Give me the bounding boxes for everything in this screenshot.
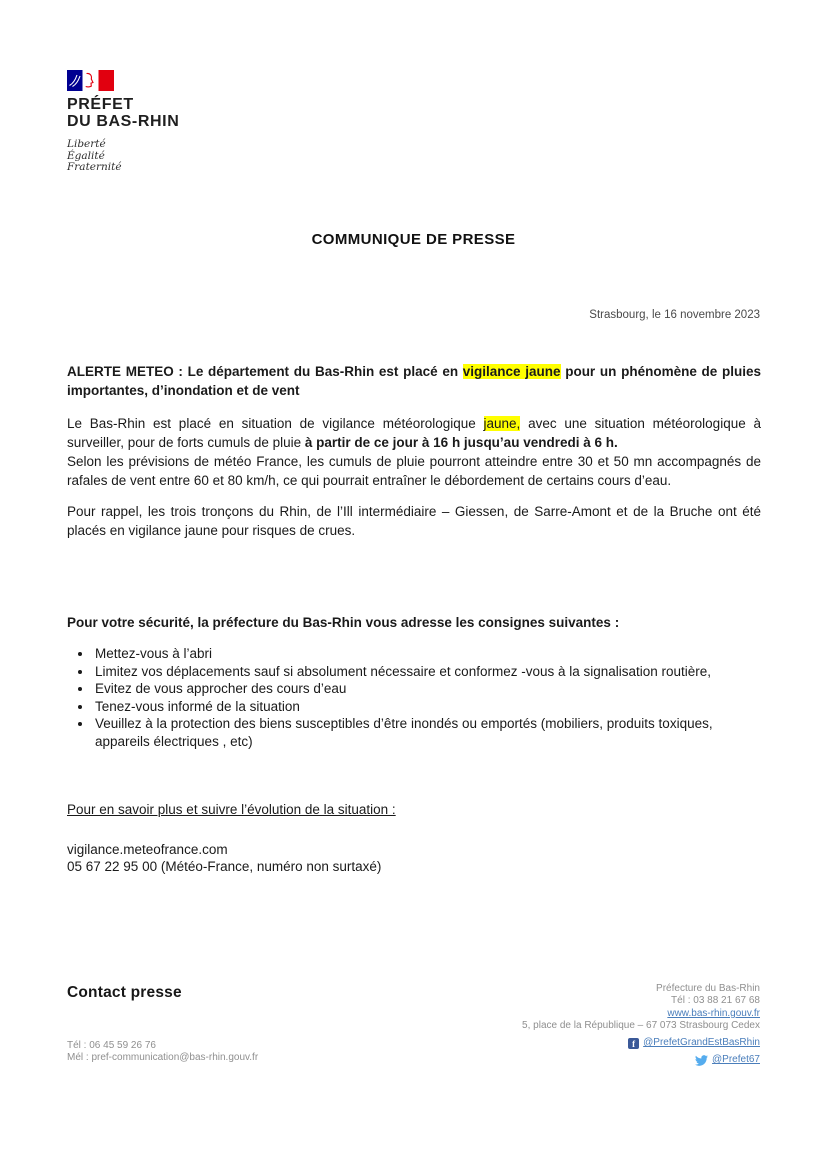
motto-egalite: Égalité (67, 149, 105, 162)
consignes-list (67, 645, 761, 750)
consigne-item-biens: • Veuillez à la protection des biens susceptibles d’être inondés ou emportés (mobiliers, produits toxiques, appareils électriques , etc) (93, 715, 761, 750)
paragraph-rappel: Pour rappel, les trois tronçons du Rhin, de l’Ill intermédiaire – Giessen, de Sarre-Amont et de la Bruche ont été placés en vigilance jaune pour risques de crues. (67, 504, 761, 538)
consigne-item-abri: • Mettez-vous à l’abri (93, 645, 761, 663)
facebook-icon: f (628, 1038, 639, 1049)
body-text (67, 362, 761, 540)
facebook-link[interactable]: @PrefetGrandEstBasRhin (643, 1036, 760, 1048)
contact-presse-heading: Contact presse (67, 984, 182, 1001)
situation-period-bold: à partir de ce jour à 16 h jusqu’au vendredi à 6 h. (304, 435, 618, 450)
alert-tail: pour un phénomène de pluies importantes, d’inondation et de vent (67, 364, 761, 398)
alert-heading (67, 362, 761, 400)
paragraph-previsions: Selon les prévisions de météo France, les cumuls de pluie pourront atteindre entre 30 et 50 mn accompagnés de rafales de vent entre 60 et 80 km/h, ce qui pourrait entraîner le débordement de certains cours d’eau. (67, 454, 761, 488)
prefet-name-line1: PRÉFET (67, 96, 134, 113)
prefecture-tel: Tél : 03 88 21 67 68 (671, 995, 760, 1007)
prefecture-address: 5, place de la République – 67 073 Strasbourg Cedex (522, 1020, 760, 1032)
twitter-link[interactable]: @Prefet67 (712, 1053, 760, 1065)
gov-logo (67, 70, 179, 174)
consignes-section (67, 613, 761, 750)
facebook-row (522, 1037, 760, 1050)
consigne-item-deplacements: • Limitez vos déplacements sauf si absolument nécessaire et conformez -vous à la signalisation routière, (93, 663, 761, 681)
consigne-item-cours-eau: • Evitez de vous approcher des cours d’eau (93, 680, 761, 698)
consigne-item-informe: • Tenez-vous informé de la situation (93, 698, 761, 716)
twitter-row (522, 1054, 760, 1067)
motto-liberte: Liberté (67, 138, 106, 150)
alert-lead: ALERTE METEO : Le département du Bas-Rhin est placé en (67, 364, 463, 379)
republic-motto (67, 139, 179, 174)
prefecture-website-link[interactable]: www.bas-rhin.gouv.fr (667, 1007, 760, 1019)
situation-highlight: jaune, (483, 416, 521, 431)
meteofrance-phone: 05 67 22 95 00 (Météo-France, numéro non surtaxé) (67, 859, 382, 874)
situation-lead: Le Bas-Rhin est placé en situation de vigilance météorologique (67, 416, 484, 431)
meteofrance-website: vigilance.meteofrance.com (67, 842, 228, 857)
more-info-section (67, 800, 761, 875)
situation-middle: avec une situation météorologique à surveiller, pour de forts cumuls de pluie (67, 416, 761, 450)
twitter-icon (695, 1055, 708, 1066)
paragraph-situation (67, 414, 761, 452)
prefecture-info-block (522, 983, 760, 1067)
alert-highlight: vigilance jaune (462, 364, 561, 379)
prefet-name-line2: DU BAS-RHIN (67, 113, 180, 130)
motto-fraternite: Fraternité (67, 161, 122, 173)
french-flag-marianne-icon (67, 70, 114, 91)
document-title: COMMUNIQUE DE PRESSE (311, 231, 516, 248)
press-mail: Mél : pref-communication@bas-rhin.gouv.fr (67, 1052, 259, 1063)
more-info-heading: Pour en savoir plus et suivre l’évolution de la situation : (67, 802, 396, 817)
press-contact-block (67, 1040, 258, 1064)
consignes-heading: Pour votre sécurité, la préfecture du Bas-Rhin vous adresse les consignes suivantes : (67, 615, 620, 630)
prefecture-name: Préfecture du Bas-Rhin (656, 983, 760, 994)
press-tel: Tél : 06 45 59 26 76 (67, 1040, 156, 1051)
dateline: Strasbourg, le 16 novembre 2023 (589, 309, 760, 321)
